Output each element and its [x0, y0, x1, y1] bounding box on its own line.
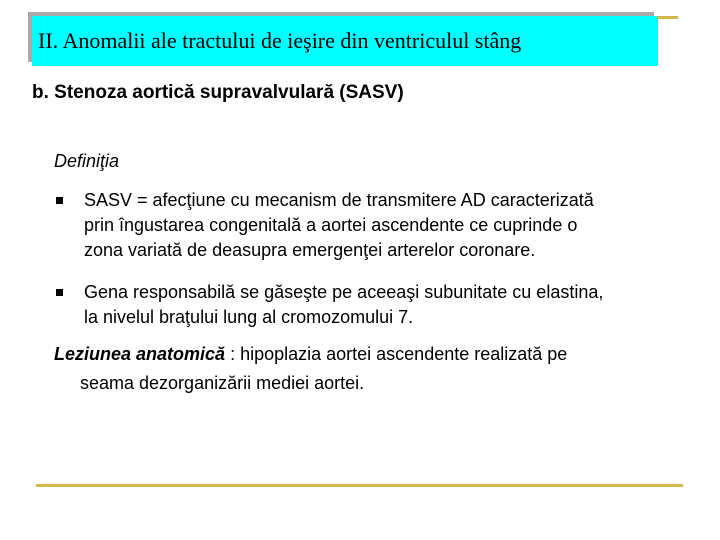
bullet-text: [84, 188, 694, 263]
bullet-line: Gena responsabilă se găseşte pe aceeaşi subunitate cu elastina,: [84, 282, 604, 302]
bullet-item: [54, 280, 694, 330]
bullet-line: zona variată de deasupra emergenţei arterelor coronare.: [84, 240, 536, 260]
slide-title: II. Anomalii ale tractului de ieşire din ventriculul stâng: [38, 28, 522, 53]
bullet-square-icon: [56, 289, 63, 296]
bottom-accent-line: [36, 484, 683, 487]
lesion-text-continued: seama dezorganizării mediei aortei.: [80, 373, 365, 393]
bullet-text: [84, 280, 694, 330]
lesion-text: : hipoplazia aortei ascendente realizată pe: [225, 344, 568, 364]
definition-heading: Definiţia: [54, 151, 120, 171]
bullet-square-icon: [56, 197, 63, 204]
bullet-item: [54, 188, 694, 263]
bullet-line: la nivelul braţului lung al cromozomului 7.: [84, 307, 414, 327]
bullet-line: prin îngustarea congenitală a aortei ascendente ce cuprinde o: [84, 215, 578, 235]
top-accent-line: [657, 16, 678, 19]
slide-subtitle: b. Stenoza aortică supravalvulară (SASV): [32, 82, 404, 103]
title-banner: [32, 16, 658, 66]
lesion-paragraph: [54, 340, 694, 398]
lesion-label: Leziunea anatomică: [54, 344, 226, 364]
bullet-line: SASV = afecţiune cu mecanism de transmitere AD caracterizată: [84, 190, 594, 210]
